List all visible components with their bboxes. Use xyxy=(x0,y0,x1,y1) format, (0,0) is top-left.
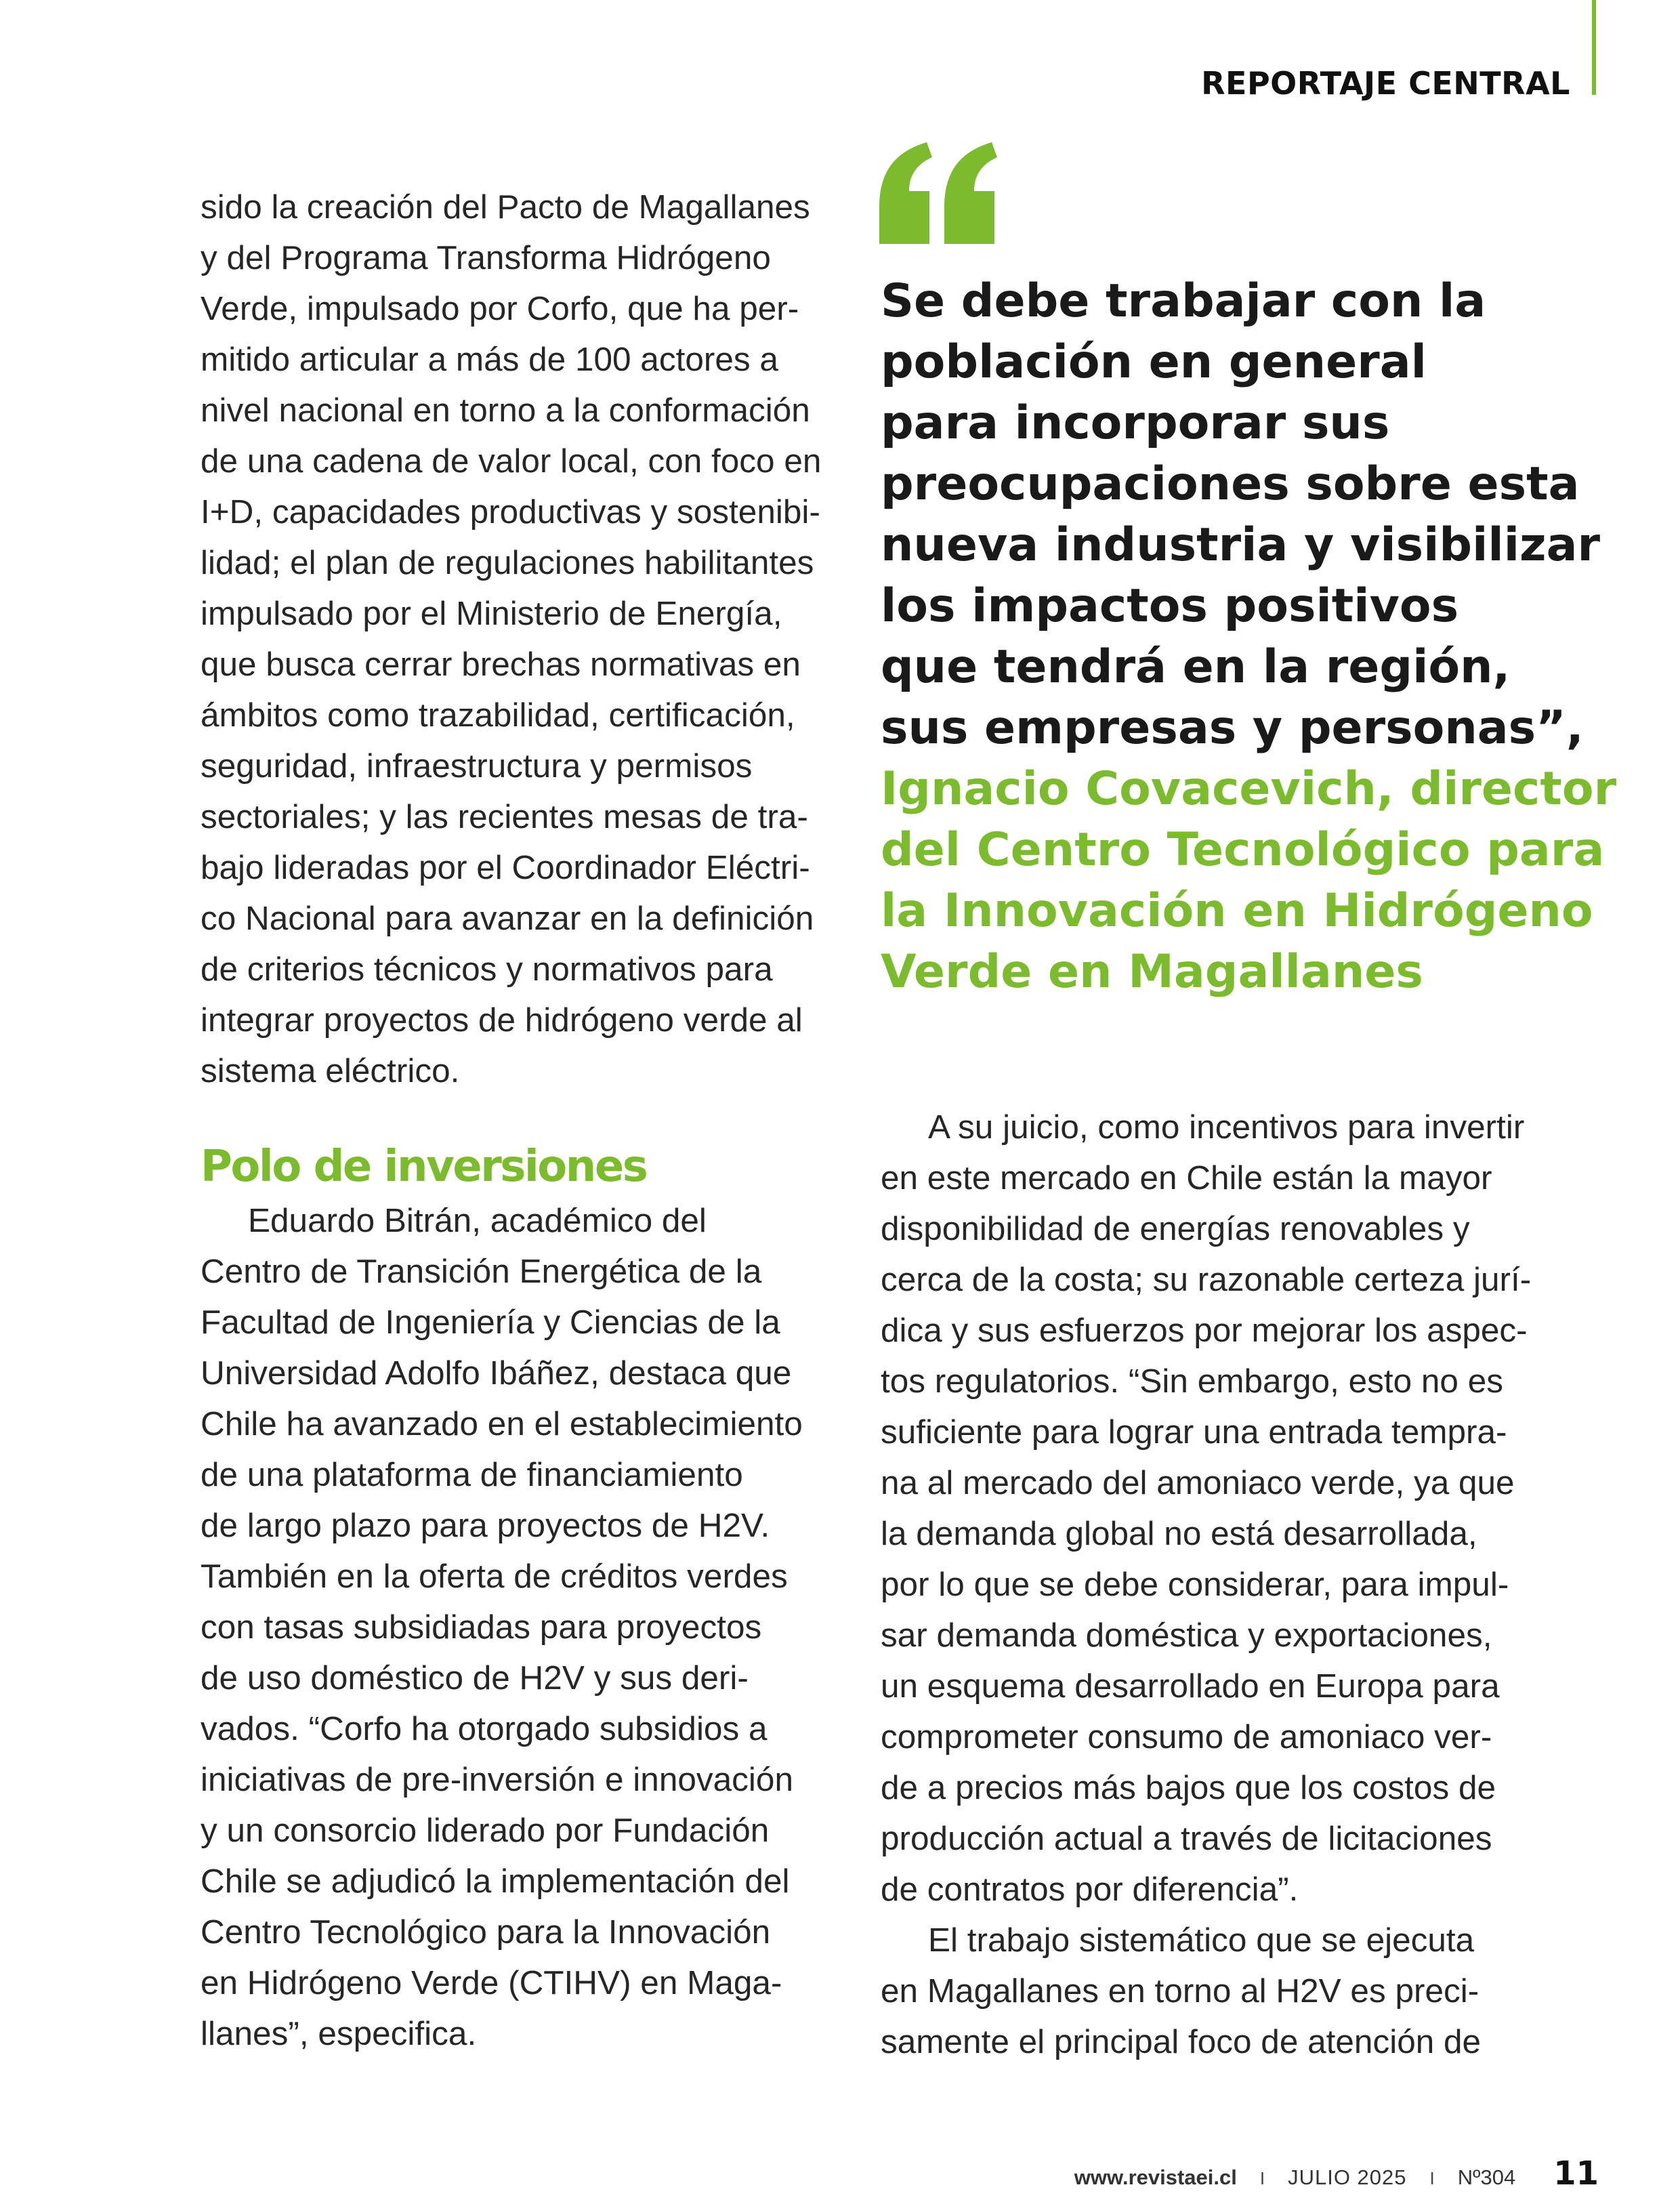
text-line: la demanda global no está desarrollada, xyxy=(881,1515,1477,1552)
text-line: disponibilidad de energías renovables y xyxy=(881,1210,1470,1247)
body-paragraph xyxy=(881,1915,1545,2067)
text-line: cerca de la costa; su razonable certeza jurí- xyxy=(881,1261,1532,1298)
quote-line: para incorporar sus xyxy=(881,396,1390,450)
text-line: A su juicio, como incentivos para invertir xyxy=(928,1108,1525,1146)
quote-line: que tendrá en la región, xyxy=(881,640,1511,694)
pull-quote xyxy=(881,271,1617,1003)
footer-separator: I xyxy=(1429,2168,1435,2188)
body-paragraph xyxy=(881,1102,1545,1915)
quote-line: población en general xyxy=(881,335,1427,389)
quote-line: los impactos positivos xyxy=(881,579,1459,633)
text-line: de uso doméstico de H2V y sus deri- xyxy=(201,1659,749,1697)
text-line: y un consorcio liderado por Fundación xyxy=(201,1812,770,1849)
text-line: Centro Tecnológico para la Innovación xyxy=(201,1913,771,1951)
intro-paragraph xyxy=(201,182,844,1096)
text-line: tos regulatorios. “Sin embargo, esto no es xyxy=(881,1363,1503,1400)
text-line: iniciativas de pre-inversión e innovación xyxy=(201,1761,793,1798)
section-heading: Polo de inversiones xyxy=(201,1142,647,1192)
text-line: por lo que se debe considerar, para impul- xyxy=(881,1566,1509,1603)
text-line: na al mercado del amoniaco verde, ya que xyxy=(881,1464,1515,1501)
text-line: de criterios técnicos y normativos para xyxy=(201,951,773,988)
text-line: nivel nacional en torno a la conformación xyxy=(201,392,810,429)
text-line: en Magallanes en torno al H2V es preci- xyxy=(881,1972,1479,2010)
text-line: impulsado por el Ministerio de Energía, xyxy=(201,595,782,632)
text-line: de a precios más bajos que los costos de xyxy=(881,1769,1496,1806)
left-column xyxy=(201,182,844,2059)
text-line: sido la creación del Pacto de Magallanes xyxy=(201,188,810,226)
text-line: suficiente para lograr una entrada tempra- xyxy=(881,1413,1507,1451)
footer-separator: I xyxy=(1259,2168,1265,2188)
text-line: y del Programa Transforma Hidrógeno xyxy=(201,239,771,276)
text-line: producción actual a través de licitaciones xyxy=(881,1820,1492,1857)
issue-date: JULIO 2025 xyxy=(1288,2165,1407,2189)
text-line: comprometer consumo de amoniaco ver- xyxy=(881,1718,1492,1756)
text-line: con tasas subsidiadas para proyectos xyxy=(201,1608,762,1646)
text-line: sar demanda doméstica y exportaciones, xyxy=(881,1617,1492,1654)
quote-attribution-line: la Innovación en Hidrógeno xyxy=(881,884,1593,938)
text-line: un esquema desarrollado en Europa para xyxy=(881,1667,1500,1705)
text-line: que busca cerrar brechas normativas en xyxy=(201,646,801,683)
text-line: de contratos por diferencia”. xyxy=(881,1871,1299,1908)
text-line: de largo plazo para proyectos de H2V. xyxy=(201,1507,770,1544)
text-line: Verde, impulsado por Corfo, que ha per- xyxy=(201,290,799,327)
text-line: mitido articular a más de 100 actores a xyxy=(201,341,778,378)
issue-number: Nº304 xyxy=(1457,2165,1516,2189)
text-line: bajo lideradas por el Coordinador Eléctri- xyxy=(201,849,810,886)
quote-line: Se debe trabajar con la xyxy=(881,274,1486,328)
text-line: También en la oferta de créditos verdes xyxy=(201,1558,788,1595)
site-url: www.revistaei.cl xyxy=(1074,2165,1237,2189)
text-line: Chile ha avanzado en el establecimiento xyxy=(201,1405,803,1442)
quote-attribution-line: Ignacio Covacevich, director xyxy=(881,762,1617,816)
text-line: I+D, capacidades productivas y sostenibi- xyxy=(201,493,820,531)
text-line: ámbitos como trazabilidad, certificación, xyxy=(201,697,795,734)
right-column xyxy=(881,1102,1545,2067)
text-line: seguridad, infraestructura y permisos xyxy=(201,747,753,785)
page-footer xyxy=(1074,2155,1599,2202)
text-line: Eduardo Bitrán, académico del xyxy=(248,1202,707,1239)
text-line: dica y sus esfuerzos por mejorar los aspec- xyxy=(881,1312,1528,1349)
text-line: en este mercado en Chile están la mayor xyxy=(881,1159,1492,1197)
text-line: Chile se adjudicó la implementación del xyxy=(201,1863,790,1900)
quote-line: sus empresas y personas”, xyxy=(881,701,1584,755)
text-line: de una plataforma de financiamiento xyxy=(201,1456,743,1493)
quote-line: preocupaciones sobre esta xyxy=(881,457,1580,511)
text-line: samente el principal foco de atención de xyxy=(881,2023,1482,2060)
section-label: REPORTAJE CENTRAL xyxy=(1201,65,1570,102)
body-paragraph xyxy=(201,1195,844,2059)
text-line: co Nacional para avanzar en la definición xyxy=(201,900,814,937)
text-line: integrar proyectos de hidrógeno verde al xyxy=(201,1001,803,1039)
text-line: de una cadena de valor local, con foco en xyxy=(201,442,822,480)
quote-line: nueva industria y visibilizar xyxy=(881,518,1601,572)
quote-attribution-line: del Centro Tecnológico para xyxy=(881,823,1605,877)
text-line: sectoriales; y las recientes mesas de tra- xyxy=(201,798,808,835)
text-line: El trabajo sistemático que se ejecuta xyxy=(928,1921,1475,1959)
text-line: Centro de Transición Energética de la xyxy=(201,1253,762,1290)
text-line: en Hidrógeno Verde (CTIHV) en Maga- xyxy=(201,1964,782,2001)
text-line: Facultad de Ingeniería y Ciencias de la xyxy=(201,1304,780,1341)
text-line: lidad; el plan de regulaciones habilitantes xyxy=(201,544,814,581)
text-line: sistema eléctrico. xyxy=(201,1052,460,1089)
text-line: Universidad Adolfo Ibáñez, destaca que xyxy=(201,1354,792,1392)
text-line: llanes”, especifica. xyxy=(201,2015,477,2052)
quote-mark-icon xyxy=(874,142,1003,244)
page-number: 11 xyxy=(1553,2155,1599,2193)
text-line: vados. “Corfo ha otorgado subsidios a xyxy=(201,1710,768,1747)
header-accent-rule xyxy=(1592,0,1596,95)
quote-attribution-line: Verde en Magallanes xyxy=(881,945,1423,999)
